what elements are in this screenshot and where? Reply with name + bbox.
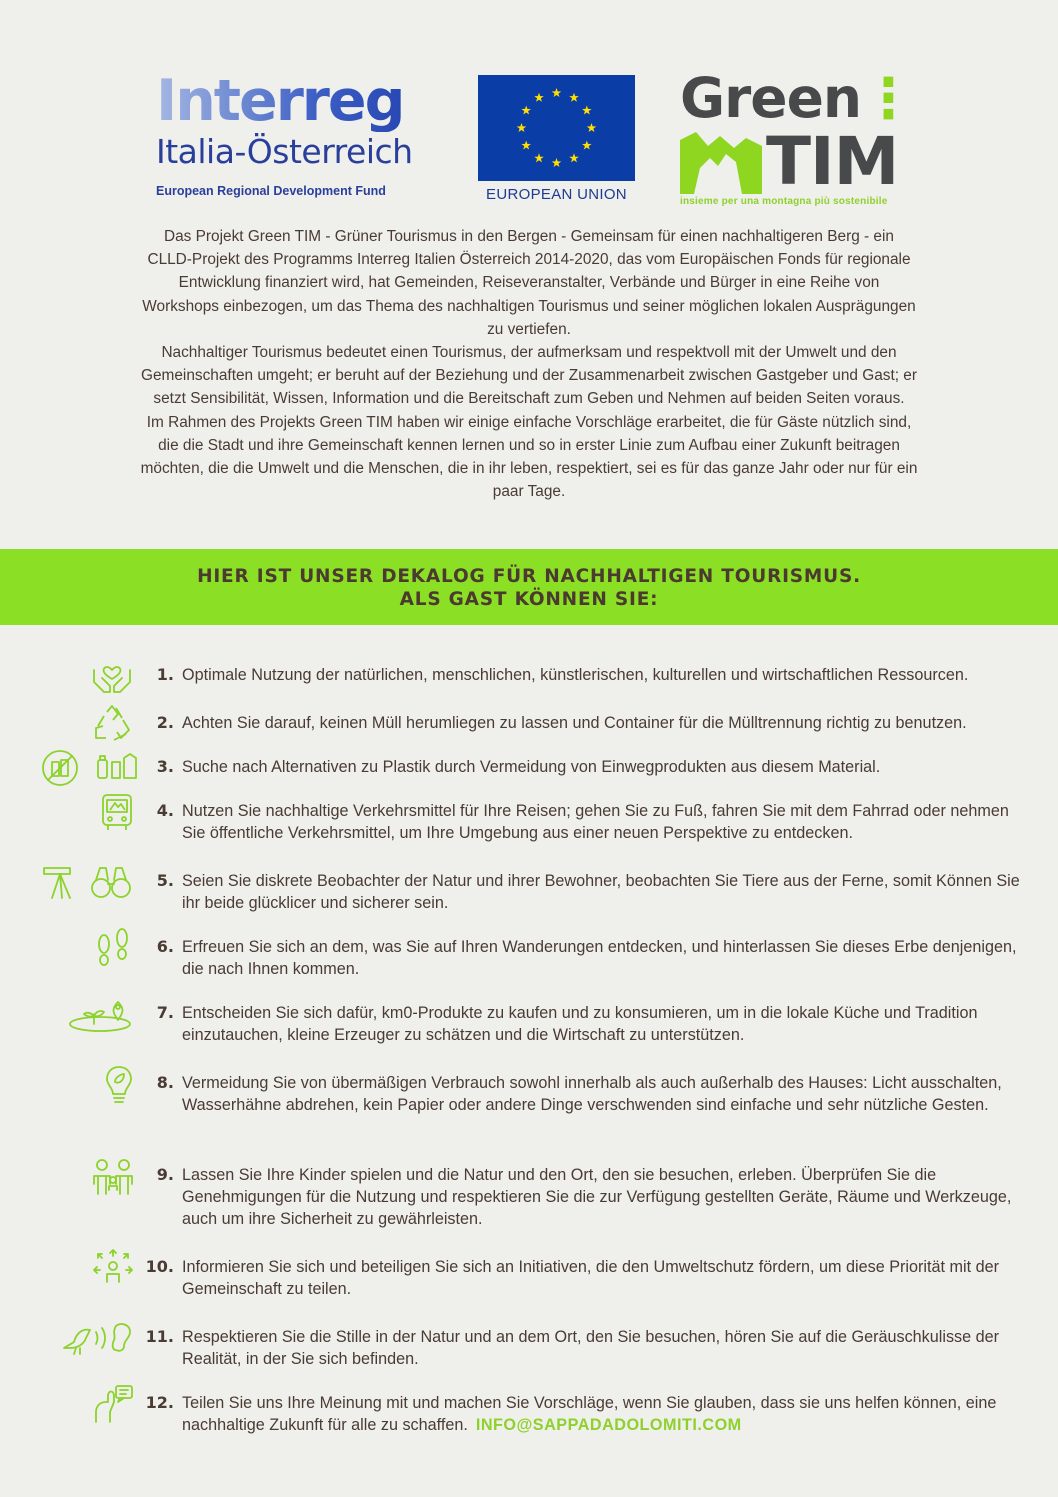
intro-paragraph-2: Nachhaltiger Tourismus bedeutet einen Tourismus, der aufmerksam und respektvoll mit der Umwelt und den Gemeinschaften umgeht; er beruht auf der Beziehung und der Zusammenarbeit zwischen Gastgeber und Gast; er setzt Sensibilität, Wissen, Information und die Bereitschaft zum Geben und Nehmen auf beiden Seiten voraus. xyxy=(141,344,917,408)
item-number: 2. xyxy=(156,713,174,732)
item-number: 3. xyxy=(156,757,174,776)
item-text: Entscheiden Sie sich dafür, km0-Produkte zu kaufen und zu konsumieren, um in die lokale Küche und Tradition einzutauchen, kleine Erzeuger zu schätzen und die Wirtschaft zu unterstützen. xyxy=(182,1004,978,1044)
contact-email-link[interactable]: INFO@SAPPADADOLOMITI.COM xyxy=(475,1416,742,1434)
item-text: Lassen Sie Ihre Kinder spielen und die Natur und den Ort, den sie besuchen, erleben. Überprüfen Sie die Genehmigungen für die Nutzung und respektieren Sie die zur Verfügung gestellten Geräte, Räume und Werkzeuge, auch um ihre Sicherheit zu gewährleisten. xyxy=(182,1166,1012,1228)
logo-bar xyxy=(0,0,1058,220)
eu-logo xyxy=(478,75,635,203)
banner-line-1: HIER IST UNSER DEKALOG FÜR NACHHALTIGEN TOURISMUS. xyxy=(197,566,861,587)
item-number: 12. xyxy=(145,1393,174,1412)
greentim-tagline: insieme per una montagna più sostenibile xyxy=(680,196,888,207)
person-arrows-icon xyxy=(92,1248,134,1288)
bird-ear-icon xyxy=(62,1318,134,1358)
item-text: Nutzen Sie nachhaltige Verkehrsmittel für Ihre Reisen; gehen Sie zu Fuß, fahren Sie mit dem Fahrrad oder nehmen Sie öffentliche Verkehrsmittel, um Ihre Umgebung aus einer neuen Perspektive zu entdecken. xyxy=(182,802,1009,842)
item-number: 5. xyxy=(156,871,174,890)
item-text: Informieren Sie sich und beteiligen Sie sich an Initiativen, die den Umweltschutz fördern, um diese Priorität mit der Gemeinschaft zu teilen. xyxy=(182,1258,999,1298)
item-text: Suche nach Alternativen zu Plastik durch Vermeidung von Einwegprodukten aus diesem Material. xyxy=(182,758,881,776)
eco-bulb-icon xyxy=(104,1064,134,1106)
interreg-subtitle: Italia-Österreich xyxy=(156,132,413,171)
item-number: 4. xyxy=(156,801,174,820)
item-text: Optimale Nutzung der natürlichen, menschlichen, künstlerischen, kulturellen und wirtschaftlichen Ressourcen. xyxy=(182,666,969,684)
eu-flag-icon xyxy=(478,75,635,181)
recycle-icon xyxy=(92,704,132,744)
item-number: 10. xyxy=(145,1257,174,1276)
item-text: Seien Sie diskrete Beobachter der Natur und ihrer Bewohner, beobachten Sie Tiere aus der Ferne, somit Können Sie ihr beide glücklicer und sicherer sein. xyxy=(182,872,1020,912)
item-text: Respektieren Sie die Stille in der Natur und an dem Ort, den Sie besuchen, hören Sie auf die Geräuschkulisse der Realität, in der Sie sich befinden. xyxy=(182,1328,1000,1368)
item-number: 1. xyxy=(156,665,174,684)
interreg-logo xyxy=(156,70,456,198)
item-number: 6. xyxy=(156,937,174,956)
no-plastic-icon xyxy=(40,748,162,788)
bus-icon xyxy=(100,792,134,832)
hands-heart-icon xyxy=(90,656,134,696)
item-text: Vermeidung Sie von übermäßigen Verbrauch sowohl innerhalb als auch außerhalb des Hauses: Licht ausschalten, Wasserhähne abdrehen, kein Papier oder andere Dinge verschwenden sind einfache und sehr nützliche Gesten. xyxy=(182,1074,1002,1114)
intro-paragraph-3: Im Rahmen des Projekts Green TIM haben wir einige einfache Vorschläge erarbeitet, die für Gäste nützlich sind, die die Stadt und ihre Gemeinschaft kennen lernen und so in erster Linie zum Aufbau einer Zukunft beitragen möchten, die die Umwelt und die Menschen, die in ihr leben, respektiert, sei es für das ganze Jahr oder nur für ein paar Tage. xyxy=(140,413,918,501)
mountain-icon xyxy=(680,132,762,194)
item-number: 9. xyxy=(156,1165,174,1184)
item-text: Erfreuen Sie sich an dem, was Sie auf Ihren Wanderungen entdecken, und hinterlassen Sie dieses Erbe denjenigen, die nach Ihnen kommen. xyxy=(182,938,1017,978)
dekalog-banner xyxy=(0,549,1058,625)
item-text: Achten Sie darauf, keinen Müll herumliegen zu lassen und Container für die Mülltrennung richtig zu benutzen. xyxy=(182,714,967,732)
item-text-body: Teilen Sie uns Ihre Meinung mit und machen Sie Vorschläge, wenn Sie glauben, dass sie uns helfen können, eine nachhaltige Zukunft für alle zu schaffen. xyxy=(182,1394,997,1434)
greentim-logo xyxy=(680,66,916,207)
binoculars-icon xyxy=(40,862,136,902)
intro-paragraph-1: Das Projekt Green TIM - Grüner Tourismus in den Bergen - Gemeinsam für einen nachhaltigeren Berg - ein CLLD-Projekt des Programms Interreg Italien Österreich 2014-2020, das vom Europäischen Fonds für regionale Entwicklung finanziert wird, hat Gemeinden, Reiseveranstalter, Verbände und Bürger in eine Reihe von Workshops einbezogen, um das Thema des nachhaltigen Tourismus und seiner möglichen lokalen Ausprägungen zu vertiefen. xyxy=(142,228,916,338)
speech-person-icon xyxy=(92,1384,134,1426)
greentim-word-green: Green⋮ xyxy=(680,66,916,130)
item-number: 11. xyxy=(145,1327,174,1346)
family-icon xyxy=(92,1156,134,1198)
footprints-icon xyxy=(94,928,134,970)
interreg-title: Interreg xyxy=(156,70,456,132)
greentim-word-tim: TIM xyxy=(766,123,899,200)
interreg-fund: European Regional Development Fund xyxy=(156,184,386,198)
intro-text xyxy=(140,225,918,503)
item-text xyxy=(182,1392,1022,1436)
item-number: 7. xyxy=(156,1003,174,1022)
item-number: 8. xyxy=(156,1073,174,1092)
sprout-location-icon xyxy=(68,994,134,1034)
banner-line-2: ALS GAST KÖNNEN SIE: xyxy=(399,589,659,610)
eu-caption: EUROPEAN UNION xyxy=(486,186,627,203)
